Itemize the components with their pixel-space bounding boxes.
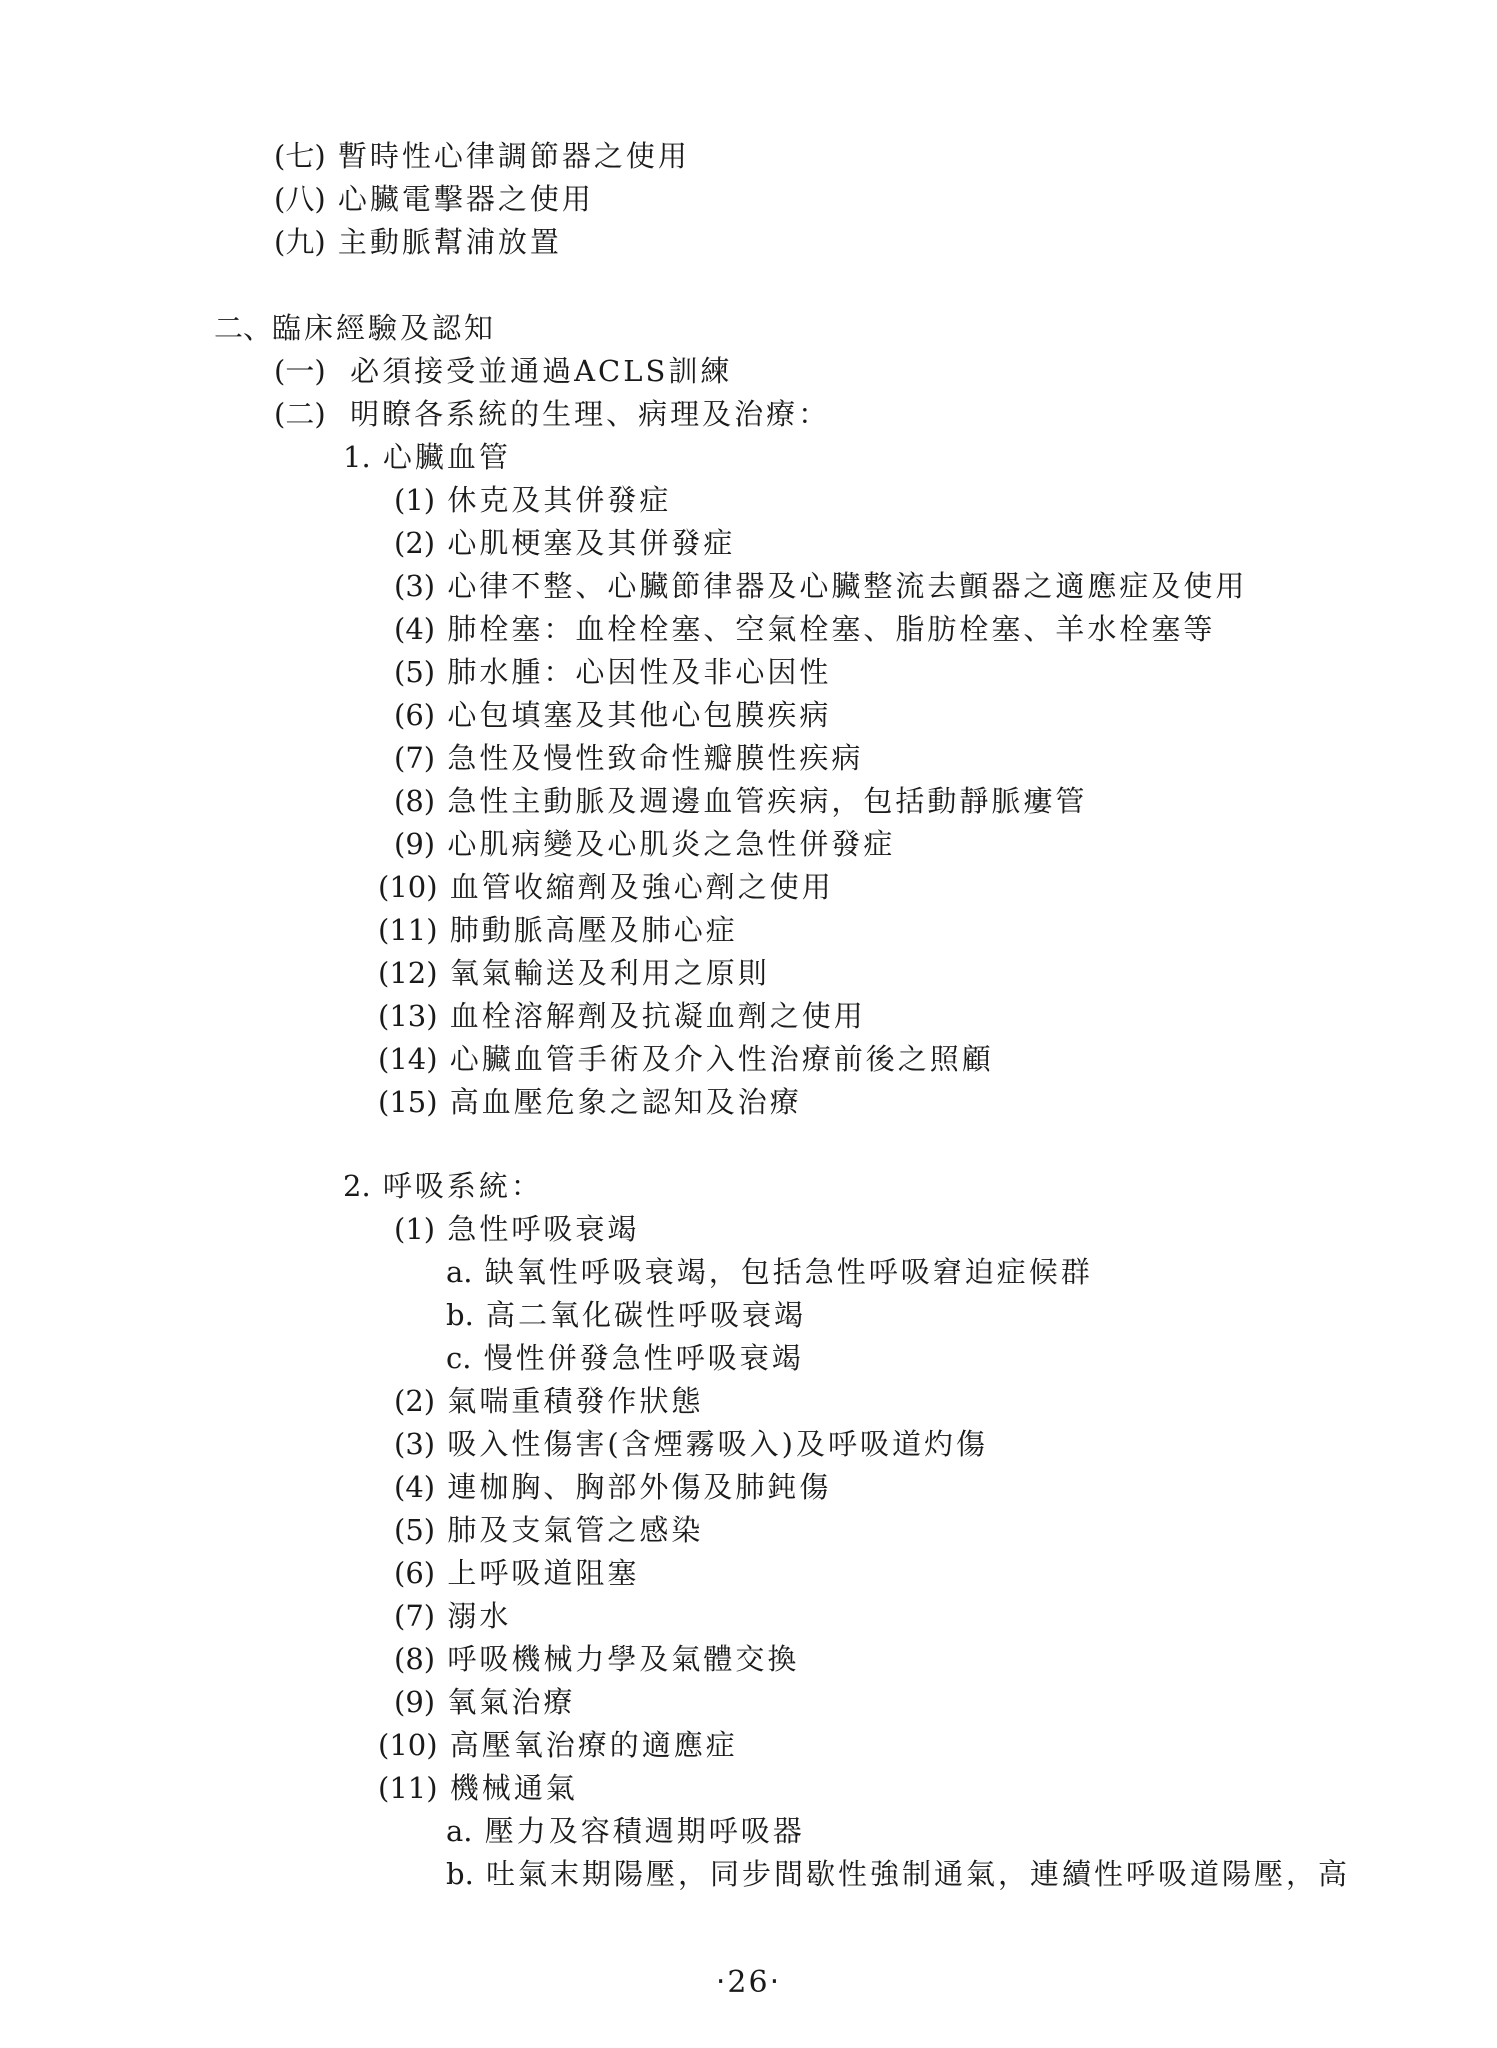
list-item: (10) 高壓氧治療的適應症 xyxy=(378,1728,738,1762)
list-item: (7) 急性及慢性致命性瓣膜性疾病 xyxy=(394,741,864,775)
list-item: (6) 上呼吸道阻塞 xyxy=(394,1556,640,1590)
list-item: (14) 心臟血管手術及介入性治療前後之照顧 xyxy=(378,1042,994,1076)
list-item: (1) 休克及其併發症 xyxy=(394,483,672,517)
list-item: a. 壓力及容積週期呼吸器 xyxy=(446,1814,805,1848)
list-item: (5) 肺及支氣管之感染 xyxy=(394,1513,704,1547)
list-item: (6) 心包填塞及其他心包膜疾病 xyxy=(394,698,832,732)
list-item: a. 缺氧性呼吸衰竭，包括急性呼吸窘迫症候群 xyxy=(446,1255,1093,1289)
list-item: (8) 呼吸機械力學及氣體交換 xyxy=(394,1642,800,1676)
list-item: (10) 血管收縮劑及強心劑之使用 xyxy=(378,870,834,904)
list-item: (八) 心臟電擊器之使用 xyxy=(274,182,594,216)
list-item: (8) 急性主動脈及週邊血管疾病，包括動靜脈瘻管 xyxy=(394,784,1088,818)
list-item: (5) 肺水腫：心因性及非心因性 xyxy=(394,655,832,689)
list-item: (2) 氣喘重積發作狀態 xyxy=(394,1384,704,1418)
list-item: c. 慢性併發急性呼吸衰竭 xyxy=(446,1341,804,1375)
list-item: (13) 血栓溶解劑及抗凝血劑之使用 xyxy=(378,999,866,1033)
list-item: (1) 急性呼吸衰竭 xyxy=(394,1212,640,1246)
list-item: (七) 暫時性心律調節器之使用 xyxy=(274,139,690,173)
list-item: b. 吐氣末期陽壓，同步間歇性強制通氣，連續性呼吸道陽壓，高 xyxy=(446,1857,1351,1891)
list-item: (15) 高血壓危象之認知及治療 xyxy=(378,1085,802,1119)
list-item: (2) 心肌梗塞及其併發症 xyxy=(394,526,736,560)
subsection-heading: 1. 心臟血管 xyxy=(343,440,511,474)
list-item: (3) 吸入性傷害(含煙霧吸入)及呼吸道灼傷 xyxy=(394,1427,988,1461)
list-item: (9) 心肌病變及心肌炎之急性併發症 xyxy=(394,827,896,861)
list-item: (7) 溺水 xyxy=(394,1599,512,1633)
list-item: (一) 必須接受並通過ACLS訓練 xyxy=(274,354,733,388)
list-item: (4) 連枷胸、胸部外傷及肺鈍傷 xyxy=(394,1470,832,1504)
page-number: ‧26‧ xyxy=(715,1965,782,2000)
section-heading: 二、臨床經驗及認知 xyxy=(214,311,497,345)
list-item: (3) 心律不整、心臟節律器及心臟整流去顫器之適應症及使用 xyxy=(394,569,1248,603)
list-item: b. 高二氧化碳性呼吸衰竭 xyxy=(446,1298,807,1332)
list-item: (4) 肺栓塞：血栓栓塞、空氣栓塞、脂肪栓塞、羊水栓塞等 xyxy=(394,612,1216,646)
list-item: (九) 主動脈幫浦放置 xyxy=(274,225,562,259)
subsection-heading: 2. 呼吸系統： xyxy=(343,1169,543,1203)
list-item: (11) 肺動脈高壓及肺心症 xyxy=(378,913,738,947)
list-item: (11) 機械通氣 xyxy=(378,1771,578,1805)
list-item: (9) 氧氣治療 xyxy=(394,1685,576,1719)
list-item: (12) 氧氣輸送及利用之原則 xyxy=(378,956,770,990)
list-item: (二) 明瞭各系統的生理、病理及治療： xyxy=(274,397,831,431)
